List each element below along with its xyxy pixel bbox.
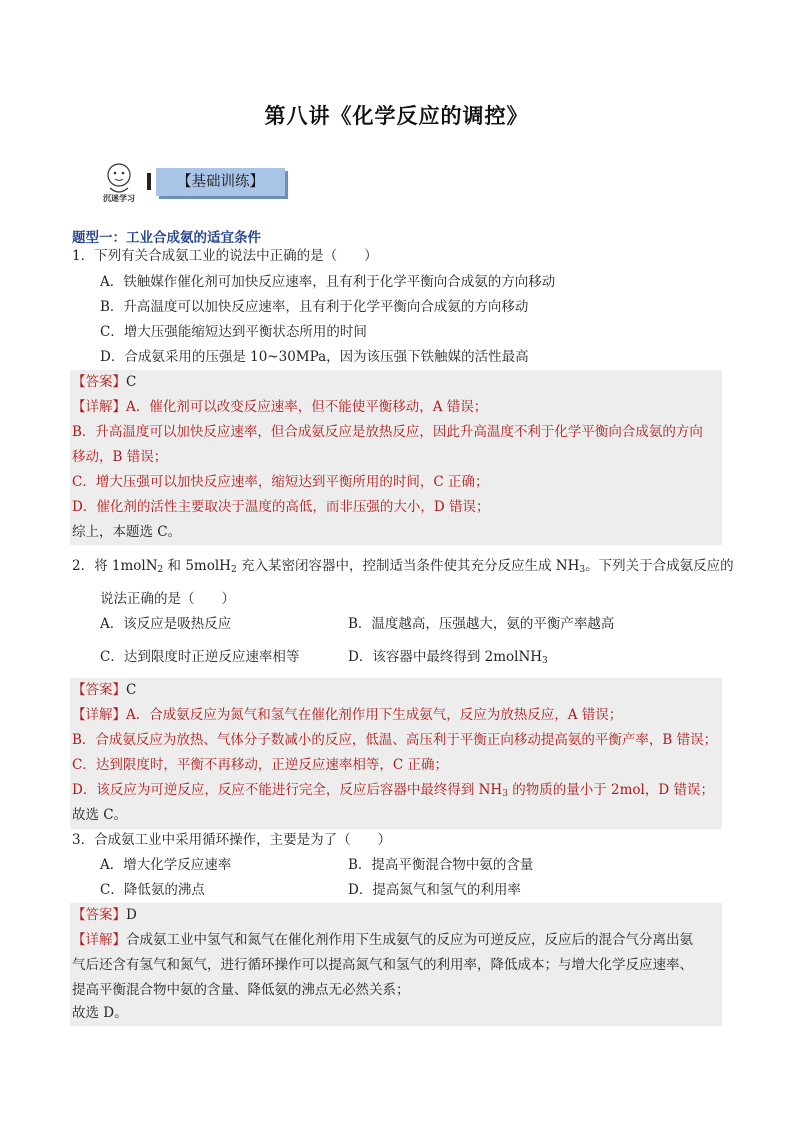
page-title: 第八讲《化学反应的调控》	[264, 104, 529, 128]
q3-stem: 3．合成氨工业中采用循环操作，主要是为了（ ）	[72, 832, 392, 848]
q1-option-d: D．合成氨采用的压强是 10~30MPa，因为该压强下铁触媒的活性最高	[100, 349, 529, 365]
q3-answer: 【答案】D	[72, 907, 137, 923]
topic-heading: 题型一：工业合成氨的适宜条件	[72, 230, 261, 246]
q1-stem: 1．下列有关合成氨工业的说法中正确的是（ ）	[72, 248, 378, 264]
q1-detail-line: 综上，本题选 C。	[72, 524, 182, 540]
q2-answer: 【答案】C	[72, 682, 137, 698]
q3-detail-line: 气后还含有氢气和氮气，进行循环操作可以提高氮气和氢气的利用率，降低成本；与增大化学反应速率、	[72, 957, 693, 973]
q2-stem-cont: 说法正确的是（ ）	[100, 591, 235, 607]
q2-answer-block	[70, 678, 722, 829]
q1-option-b: B．升高温度可以加快反应速率，且有利于化学平衡向合成氨的方向移动	[100, 299, 529, 315]
q2-detail-line: B．合成氨反应为放热、气体分子数减小的反应，低温、高压利于平衡正向移动提高氨的平衡产率，B 错误；	[72, 732, 718, 748]
q1-detail-line: 移动，B 错误；	[72, 449, 168, 465]
q1-option-c: C．增大压强能缩短达到平衡状态所用的时间	[100, 324, 367, 340]
q3-detail-line: 故选 D。	[72, 1005, 128, 1021]
q2-stem: 2．将 1molN$_2$ 和 5molH$_2$ 充入某密闭容器中，控制适当条件使其充分反应生成 $NH_3$。下列关于合成氨反应的	[72, 558, 734, 575]
q2-detail-line: 故选 C。	[72, 807, 128, 823]
q3-detail-line: 提高平衡混合物中氨的含量、降低氨的沸点无必然关系；	[72, 982, 410, 998]
q1-detail-line: C．增大压强可以加快反应速率，缩短达到平衡所用的时间，C 正确；	[72, 474, 489, 490]
q2-detail-line: 【详解】A．合成氨反应为氮气和氢气在催化剂作用下生成氨气，反应为放热反应，A 错误；	[72, 707, 623, 723]
q3-option-d: D．提高氮气和氢气的利用率	[348, 882, 521, 898]
q2-detail-line: C．达到限度时，平衡不再移动，正逆反应速率相等，C 正确；	[72, 757, 448, 773]
q3-option-c: C．降低氨的沸点	[100, 882, 205, 898]
logo-text: 沉迷学习	[103, 194, 135, 203]
q3-detail-line: 【详解】合成氨工业中氢气和氮气在催化剂作用下生成氨气的反应为可逆反应，反应后的混合气分离出氨	[72, 932, 693, 948]
q2-detail-line: D．该反应为可逆反应，反应不能进行完全，反应后容器中最终得到 $NH_3$ 的物质的量小于 2mol，D 错误；	[72, 782, 714, 799]
q3-option-b: B．提高平衡混合物中氨的含量	[348, 857, 534, 873]
section-bar	[147, 173, 151, 190]
q2-option-a: A．该反应是吸热反应	[100, 616, 232, 632]
section-badge: 【基础训练】	[156, 168, 285, 196]
q1-option-a: A．铁触媒作催化剂可加快反应速率，且有利于化学平衡向合成氨的方向移动	[100, 274, 556, 290]
q1-detail-line: B．升高温度可以加快反应速率，但合成氨反应是放热反应，因此升高温度不利于化学平衡向合成氨的方向	[72, 424, 703, 440]
q3-option-a: A．增大化学反应速率	[100, 857, 232, 873]
q2-option-d: D．该容器中最终得到 2molNH$_3$	[348, 649, 548, 666]
q2-option-c: C．达到限度时正逆反应速率相等	[100, 649, 300, 665]
q1-answer: 【答案】C	[72, 374, 137, 390]
q1-detail-line: 【详解】A．催化剂可以改变反应速率，但不能使平衡移动，A 错误；	[72, 399, 488, 415]
q2-option-b: B．温度越高，压强越大，氨的平衡产率越高	[348, 616, 615, 632]
q1-detail-line: D．催化剂的活性主要取决于温度的高低，而非压强的大小，D 错误；	[72, 499, 490, 515]
